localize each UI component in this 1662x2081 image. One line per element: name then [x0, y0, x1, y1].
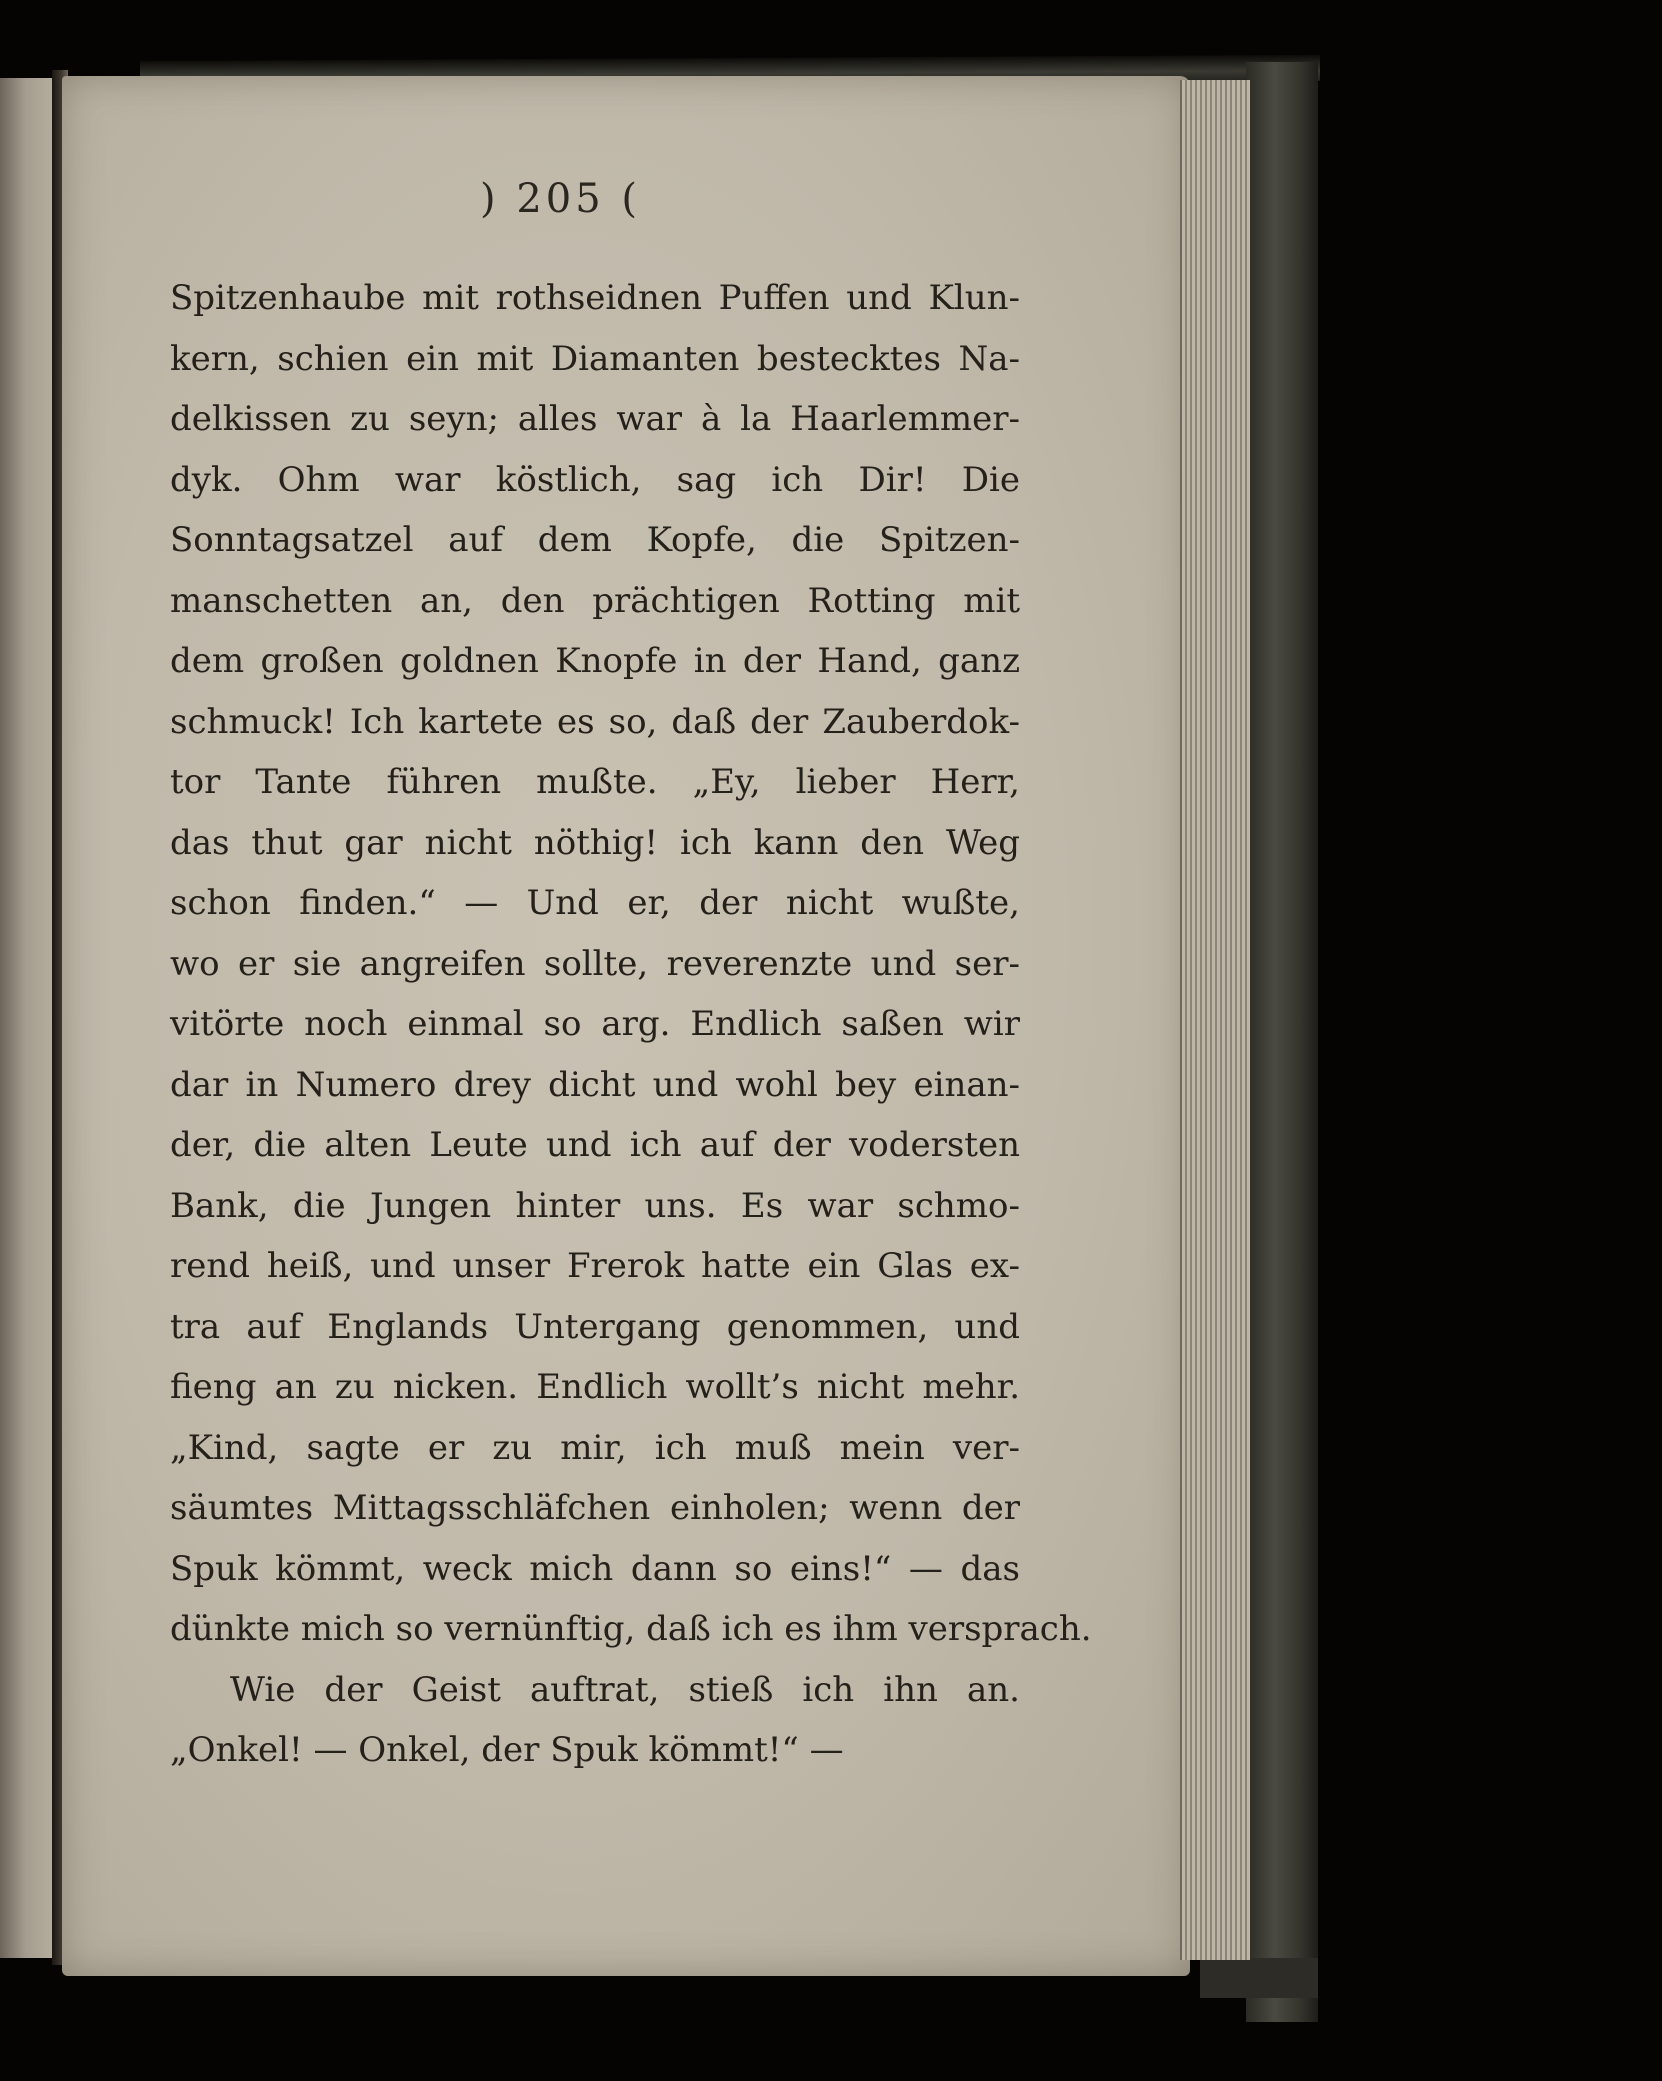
text-line: Wie der Geist auftrat, stieß ich ihn an. [230, 1669, 1020, 1710]
text-line: tra auf Englands Untergang genommen, und [170, 1306, 1020, 1347]
text-line: das thut gar nicht nöthig! ich kann den Weg [170, 822, 1020, 863]
text-line: Spuk kömmt, weck mich dann so eins!“ — das [170, 1548, 1020, 1589]
text-line: säumtes Mittagsschläfchen einholen; wenn der [170, 1488, 1020, 1528]
text-line: delkissen zu seyn; alles war à la Haarlemmer- [170, 399, 1020, 439]
text-line: kern, schien ein mit Diamanten bestecktes Na- [170, 338, 1020, 379]
previous-page-edge [0, 78, 56, 1958]
text-line: „Kind, sagte er zu mir, ich muß mein ver- [170, 1427, 1020, 1468]
text-line: rend heiß, und unser Frerok hatte ein Glas ex- [170, 1246, 1020, 1286]
text-line: Spitzenhaube mit rothseidnen Puffen und Klun- [170, 278, 1020, 318]
cover-bottom-edge [1200, 1958, 1318, 1998]
text-line: dünkte mich so vernünftig, daß ich es ihm versprach. [170, 1609, 1092, 1649]
text-line: der, die alten Leute und ich auf der vodersten [170, 1125, 1020, 1165]
page-body-text [170, 268, 1092, 1781]
text-line: tor Tante führen mußte. „Ey, lieber Herr, [170, 762, 1020, 802]
text-line: Sonntagsatzel auf dem Kopfe, die Spitzen- [170, 520, 1020, 560]
text-line: Bank, die Jungen hinter uns. Es war schmo- [170, 1185, 1020, 1226]
text-line: manschetten an, den prächtigen Rotting mit [170, 580, 1020, 621]
page-edges-stack [1180, 80, 1250, 1960]
text-line: „Onkel! — Onkel, der Spuk kömmt!“ — [170, 1730, 844, 1770]
text-line: wo er sie angreifen sollte, reverenzte und ser- [170, 943, 1020, 984]
text-line: fieng an zu nicken. Endlich wollt’s nicht mehr. [170, 1367, 1020, 1407]
text-line: schon finden.“ — Und er, der nicht wußte, [170, 883, 1020, 923]
text-line: dyk. Ohm war köstlich, sag ich Dir! Die [170, 459, 1020, 500]
text-line: schmuck! Ich kartete es so, daß der Zauberdok- [170, 701, 1020, 742]
cover-right-edge [1246, 62, 1318, 2022]
text-line: dem großen goldnen Knopfe in der Hand, ganz [170, 641, 1020, 681]
text-line: vitörte noch einmal so arg. Endlich saßen wir [170, 1004, 1020, 1044]
text-line: dar in Numero drey dicht und wohl bey einan- [170, 1064, 1020, 1105]
page-header: ) 205 ( [480, 176, 641, 222]
